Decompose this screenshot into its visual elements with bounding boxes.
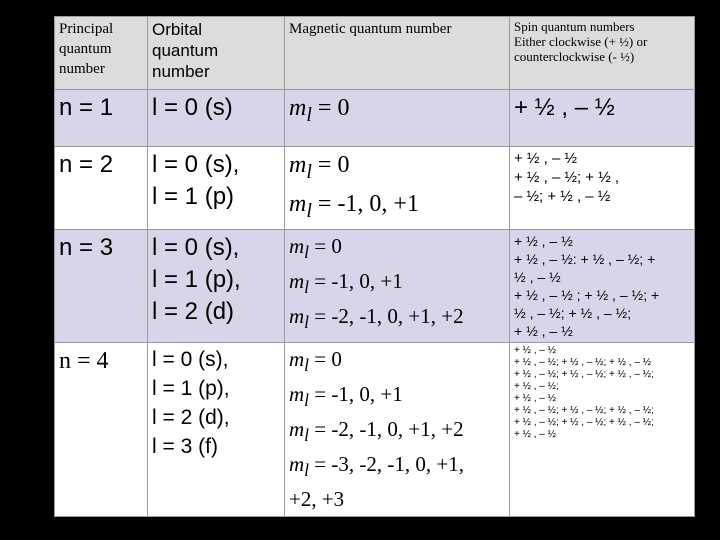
principal-cell: n = 2	[55, 147, 148, 230]
quantum-numbers-table	[54, 16, 695, 517]
header-row	[55, 17, 695, 90]
spin-cell: + ½ , – ½	[510, 90, 695, 147]
subscript-l: l	[304, 276, 310, 297]
subscript-l: l	[306, 103, 312, 126]
subscript-l: l	[304, 460, 310, 481]
magnetic-cell: $m_l = 0$	[285, 90, 510, 147]
magnetic-cell: $m_l = 0$ $m_l = -1$, 0, +1 $m_l = -2$, -1, 0, +1, +2 $m_l = -3$, -2, -1, 0, +1, +2, +3	[285, 342, 510, 517]
orbital-cell: l = 0 (s)	[148, 90, 285, 147]
spin-cell: + ½ , – ½ + ½ , – ½; + ½ , – ½; + ½ , – ½ + ½ , – ½; + ½ , – ½; + ½ , – ½; + ½ , – ½; + ½ , – ½ + ½ , – ½; + ½ , – ½; + ½ , – ½; + ½ , – ½; + ½ , – ½; + ½ , – ½; + ½ , – ½	[510, 342, 695, 517]
table-row	[55, 147, 695, 230]
orbital-cell: l = 0 (s), l = 1 (p)	[148, 147, 285, 230]
ml-symbol: $m_l$	[289, 95, 312, 126]
principal-cell: n = 1	[55, 90, 148, 147]
subscript-l: l	[306, 199, 312, 222]
subscript-l: l	[304, 354, 310, 375]
table-row	[55, 90, 695, 147]
orbital-cell: l = 0 (s), l = 1 (p), l = 2 (d), l = 3 (f)	[148, 342, 285, 517]
spin-cell: + ½ , – ½ + ½ , – ½: + ½ , – ½; + ½ , – ½ + ½ , – ½ ; + ½ , – ½; + ½ , – ½; + ½ , – ½; + ½ , – ½	[510, 229, 695, 342]
header-principal: Principal quantum number	[55, 17, 148, 90]
subscript-l: l	[304, 389, 310, 410]
table-row	[55, 229, 695, 342]
header-spin: Spin quantum numbers Either clockwise (+ ½) or counterclockwise (- ½)	[510, 17, 695, 90]
subscript-l: l	[306, 160, 312, 183]
principal-cell: n = 4	[55, 342, 148, 517]
magnetic-cell: $m_l = 0$ $m_l = -1$, 0, +1 $m_l = -2$, -1, 0, +1, +2	[285, 229, 510, 342]
spin-cell: + ½ , – ½ + ½ , – ½; + ½ , – ½; + ½ , – ½	[510, 147, 695, 230]
subscript-l: l	[304, 241, 310, 262]
subscript-l: l	[304, 425, 310, 446]
subscript-l: l	[304, 312, 310, 333]
orbital-cell: l = 0 (s), l = 1 (p), l = 2 (d)	[148, 229, 285, 342]
header-magnetic: Magnetic quantum number	[285, 17, 510, 90]
table-row	[55, 342, 695, 517]
principal-cell: n = 3	[55, 229, 148, 342]
header-orbital: Orbital quantum number	[148, 17, 285, 90]
magnetic-cell: $m_l = 0$ $m_l = -1$, 0, +1	[285, 147, 510, 230]
